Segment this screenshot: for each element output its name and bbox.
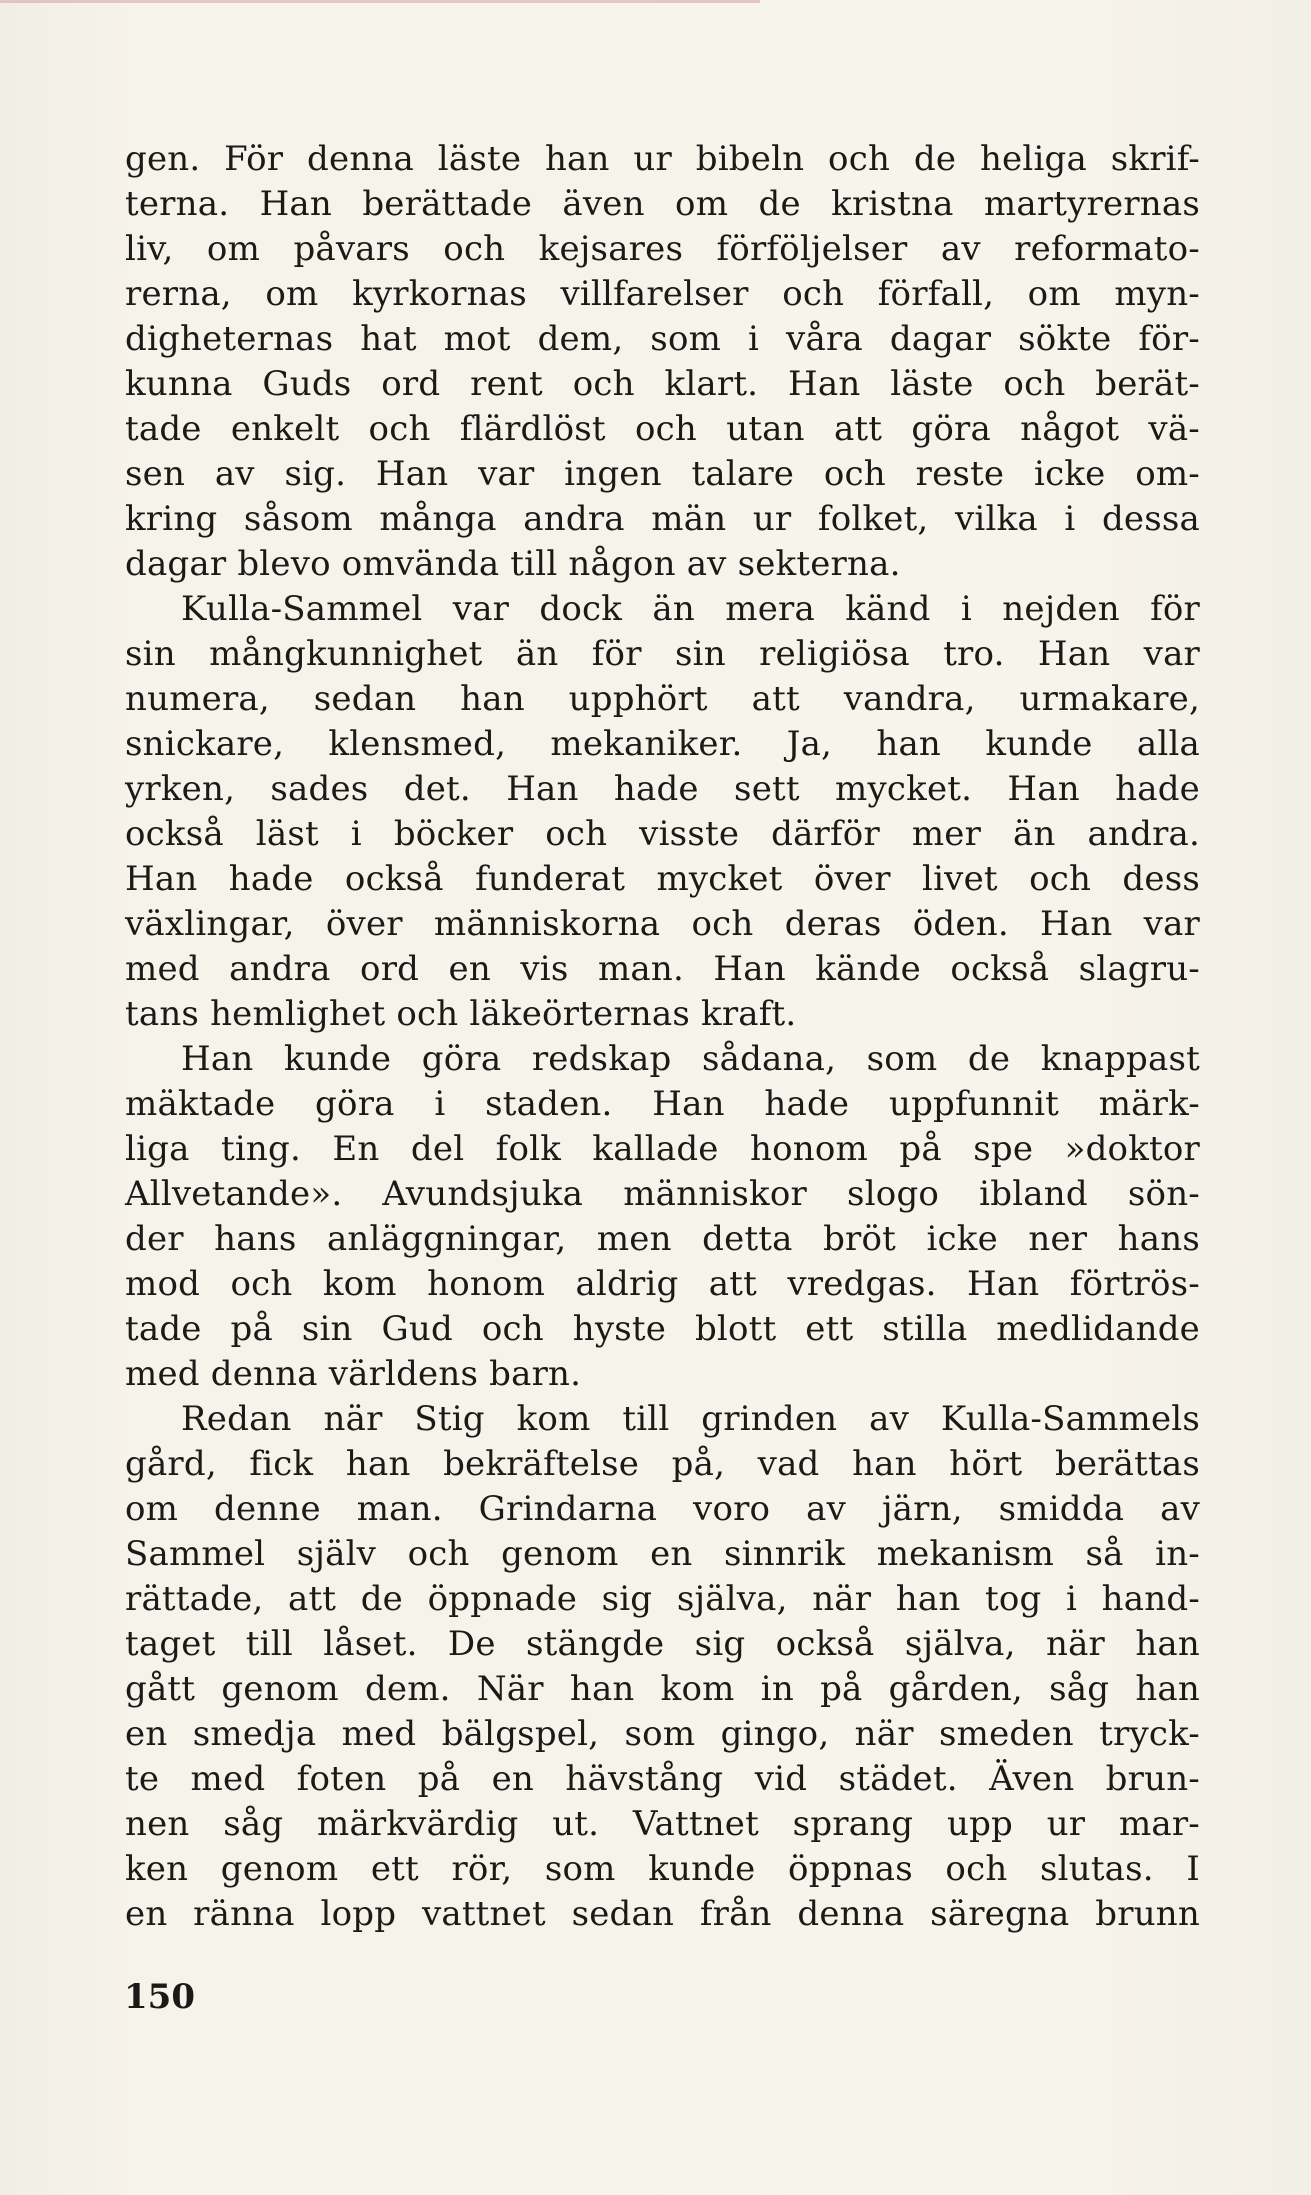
text-line: tans hemlighet och läkeörternas kraft. (125, 994, 797, 1034)
text-line: numera, sedan han upphört att vandra, urmakare, (125, 679, 1200, 719)
text-line: sin mångkunnighet än för sin religiösa tro. Han var (125, 634, 1200, 674)
page-number: 150 (124, 1977, 195, 2017)
text-line: terna. Han berättade även om de kristna martyrernas (125, 184, 1200, 224)
text-line: om denne man. Grindarna voro av järn, smidda av (125, 1489, 1200, 1529)
text-line: en smedja med bälgspel, som gingo, när smeden tryck- (125, 1714, 1200, 1754)
text-line: gått genom dem. När han kom in på gården, såg han (125, 1669, 1200, 1709)
text-line: gård, fick han bekräftelse på, vad han hört berättas (125, 1444, 1200, 1484)
text-line: taget till låset. De stängde sig också själva, när han (125, 1624, 1200, 1664)
text-line: kring såsom många andra män ur folket, vilka i dessa (125, 499, 1200, 539)
text-line: tade på sin Gud och hyste blott ett stilla medlidande (125, 1309, 1200, 1349)
text-line: nen såg märkvärdig ut. Vattnet sprang upp ur mar- (125, 1804, 1200, 1844)
paragraph-first-line: Han kunde göra redskap sådana, som de knappast (181, 1039, 1200, 1079)
paragraph-first-line: Redan när Stig kom till grinden av Kulla-Sammels (181, 1399, 1200, 1439)
text-line: kunna Guds ord rent och klart. Han läste och berät- (125, 364, 1200, 404)
page-top-edge (0, 0, 760, 3)
text-line: dagar blevo omvända till någon av sekterna. (125, 544, 901, 584)
text-line: Han hade också funderat mycket över livet och dess (125, 859, 1200, 899)
text-line: med denna världens barn. (125, 1354, 582, 1394)
text-line: rerna, om kyrkornas villfarelser och förfall, om myn- (125, 274, 1200, 314)
text-line: med andra ord en vis man. Han kände också slagru- (125, 949, 1200, 989)
text-line: sen av sig. Han var ingen talare och reste icke om- (125, 454, 1200, 494)
text-line: tade enkelt och flärdlöst och utan att göra något vä- (125, 409, 1200, 449)
paragraph-first-line: Kulla-Sammel var dock än mera känd i nejden för (181, 589, 1200, 629)
text-line: Sammel själv och genom en sinnrik mekanism så in- (125, 1534, 1200, 1574)
text-line: Allvetande». Avundsjuka människor slogo ibland sön- (125, 1174, 1200, 1214)
text-line: snickare, klensmed, mekaniker. Ja, han kunde alla (125, 724, 1200, 764)
text-line: liga ting. En del folk kallade honom på spe »doktor (125, 1129, 1200, 1169)
text-line: liv, om påvars och kejsares förföljelser av reformato- (125, 229, 1200, 269)
text-line: mod och kom honom aldrig att vredgas. Han förtrös- (125, 1264, 1200, 1304)
text-line: digheternas hat mot dem, som i våra dagar sökte för- (125, 319, 1200, 359)
text-line: der hans anläggningar, men detta bröt icke ner hans (125, 1219, 1200, 1259)
text-line: också läst i böcker och visste därför mer än andra. (125, 814, 1200, 854)
text-line: te med foten på en hävstång vid städet. Även brun- (125, 1759, 1200, 1799)
text-line: en ränna lopp vattnet sedan från denna säregna brunn (125, 1894, 1200, 1934)
text-line: växlingar, över människorna och deras öden. Han var (125, 904, 1200, 944)
text-line: gen. För denna läste han ur bibeln och de heliga skrif- (125, 139, 1200, 179)
text-line: yrken, sades det. Han hade sett mycket. Han hade (125, 769, 1200, 809)
text-line: mäktade göra i staden. Han hade uppfunnit märk- (125, 1084, 1200, 1124)
text-line: rättade, att de öppnade sig själva, när han tog i hand- (125, 1579, 1200, 1619)
body-text (125, 137, 1200, 1937)
text-line: ken genom ett rör, som kunde öppnas och slutas. I (125, 1849, 1200, 1889)
